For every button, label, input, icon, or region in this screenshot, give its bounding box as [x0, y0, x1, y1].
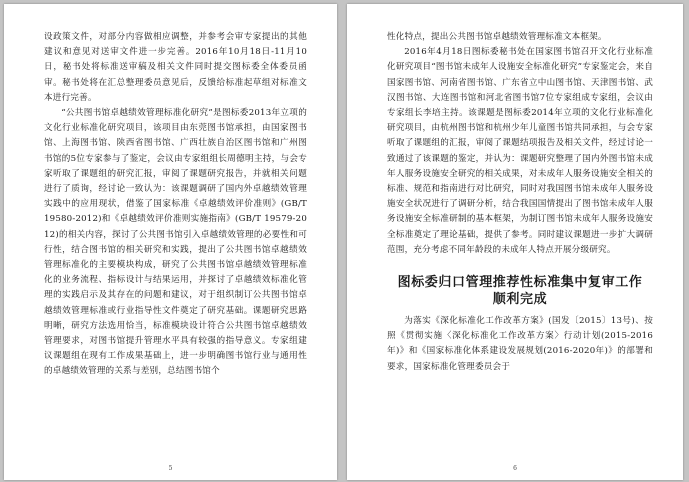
- page-number: 6: [513, 465, 517, 472]
- section-heading: [387, 274, 653, 308]
- paragraph: 2016年4月18日图标委秘书处在国家图书馆召开文化行业标准化研究项目“图书馆未成年人设施安全标准化研究”专家鉴定会，来自国家图书馆、河南省图书馆、广东省立中山图书馆、天津图书馆、武汉图书馆、大连图书馆和河北省图书馆7位专家组成专家组，会议由专家组长李培主持。该课题是图标委2014年立项的文化行业标准化研究项目，由杭州图书馆和杭州少年儿童图书馆共同承担，与会专家听取了课题组的汇报，审阅了课题结项报告及相关文件，经过讨论一致通过了该课题的鉴定，并认为：课题研究整理了国内外图书馆未成年人服务设施安全研究的相关成果，对未成年人服务设施安全相关的标准、规范和指南进行对比研究，同时对我国图书馆未成年人服务设施安全状况进行了调研分析，结合我国国情提出了图书馆未成年人服务设施安全标准研制的基本框架，为制订图书馆未成年人服务设施安全标准奠定了理论基础，提供了参考。同时建议课题进一步扩大调研范围，充分考虑不同年龄段的未成年人特点开展分级研究。: [387, 47, 653, 255]
- paragraph: 设政策文件，对部分内容做相应调整，并参考会审专家提出的其他建议和意见对送审文件进一步完善。2016年10月18日-11月10日，秘书处将标准送审稿及相关文件同时提交图标委全体委员函审。秘书处将在汇总整理委员意见后，反馈给标准起草组对标准文本进行完善。: [44, 32, 307, 103]
- section-heading-line-1: 图标委归口管理推荐性标准集中复审工作: [397, 275, 643, 291]
- document-page-5: [4, 4, 337, 480]
- paragraph: 性化特点，提出公共图书馆卓越绩效管理标准文本框架。: [387, 32, 607, 42]
- paragraph: “公共图书馆卓越绩效管理标准化研究”是图标委2013年立项的文化行业标准化研究项目，该项目由东莞图书馆承担，由国家图书馆、上海图书馆、陕西省图书馆、广西壮族自治区图书馆和广州图书馆的5位专家参与了鉴定，会议由专家组组长周德明主持，与会专家听取了课题组的研究汇报，审阅了课题研究报告，并就相关问题进行了质询，经讨论一致认为：该课题调研了国内外卓越绩效管理实践中的应用现状，借鉴了国家标准《卓越绩效评价准则》(GB/T 19580-2012)和《卓越绩效评价准则实施指南》(GB/T 19579-2012)的相关内容，探讨了公共图书馆引入卓越绩效管理的必要性和可行性，结合图书馆的相关研究和实践，提出了公共图书馆卓越绩效管理标准化的主要模块构成，研究了公共图书馆卓越绩效管理标准化的业务流程、指标设计与结果运用，并探讨了卓越绩效标准化管理的实践启示及其存在的问题和建议，对于组织制订公共图书馆卓越绩效管理标准或行业指导性文件奠定了研究基础。课题研究思路明晰，研究方法选用恰当，标准模块设计符合公共图书馆卓越绩效管理要求，对图书馆提升管理水平具有较强的指导意义。专家组建议课题组在现有工作成果基础上，进一步明确图书馆行业与通用性的卓越绩效管理的关系与差别，总结图书馆个: [44, 108, 307, 377]
- paragraph: 为落实《深化标准化工作改革方案》(国发〔2015〕13号)、按照《贯彻实施〈深化标准化工作改革方案〉行动计划(2015-2016年)》和《国家标准化体系建设发展规划(2016-2020年)》的部署和要求，国家标准化管理委员会于: [387, 316, 653, 372]
- page-5-body: [44, 30, 307, 380]
- section-heading-line-2: 顺利完成: [492, 292, 548, 308]
- document-page-6: [347, 4, 683, 480]
- page-6-body: [387, 30, 653, 375]
- page-number: 5: [168, 465, 173, 472]
